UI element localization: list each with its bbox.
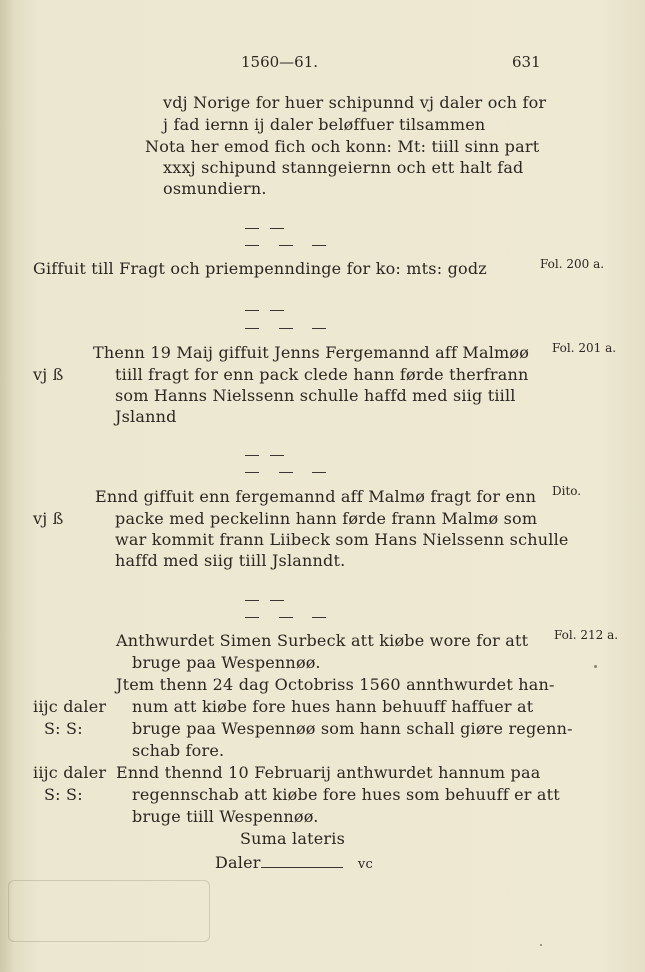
entry4-margin-ss-2: S: S: [44,785,83,804]
header-page-number: 631 [512,53,541,71]
summary-daler-row [215,852,373,876]
entry2-folio: Fol. 201 a. [552,341,617,355]
separator-dash [279,328,293,329]
block1-line-1: vdj Norige for huer schipunnd vj daler och for [163,93,547,112]
entry2-margin: vj ß [33,365,64,384]
separator-dash [245,455,259,456]
separator-dash [312,245,326,246]
summary-daler-blank [261,853,343,868]
separator-dash [270,310,284,311]
entry1-folio: Fol. 200 a. [540,257,605,271]
separator-dash [312,617,326,618]
separator-dash [245,617,259,618]
separator-dash [270,455,284,456]
entry4-line-8: regennschab att kiøbe fore hues som behuuff er att [132,785,560,804]
separator-dash [245,310,259,311]
entry4-margin-amount-1: iijc daler [33,697,107,716]
entry3-line-1: Ennd giffuit enn fergemannd aff Malmø fragt for enn [95,487,537,506]
entry4-folio: Fol. 212 a. [554,628,619,642]
entry4-line-5: bruge paa Wespennøø som hann schall giøre regenn- [132,719,573,738]
header-year-range: 1560—61. [241,53,319,71]
summary-title: Suma lateris [240,829,345,848]
page-edge-shadow [0,0,14,972]
separator-dash [312,472,326,473]
separator-dash [279,472,293,473]
summary-daler-label: Daler [215,853,261,872]
faint-scan-artifact [8,880,210,942]
separator-dash [312,328,326,329]
block1-line-2: j fad iernn ij daler beløffuer tilsammen [163,115,486,134]
entry2-line-4: Jslannd [115,407,177,426]
separator-dash [245,228,259,229]
entry4-margin-ss-1: S: S: [44,719,83,738]
entry3-line-2: packe med peckelinn hann førde frann Malmø som [115,509,538,528]
entry1-text: Giffuit till Fragt och priempenndinge for ko: mts: godz [33,259,487,278]
separator-dash [245,472,259,473]
entry3-folio: Dito. [552,484,582,498]
separator-dash [245,600,259,601]
summary-vc-label: vc [357,857,373,872]
block1-line-3: Nota her emod fich och konn: Mt: tiill sinn part [145,137,540,156]
entry4-margin-amount-2: iijc daler [33,763,107,782]
entry4-line-9: bruge tiill Wespennøø. [132,807,319,826]
entry2-line-3: som Hanns Nielssenn schulle haffd med siig tiill [115,386,516,405]
separator-dash [245,245,259,246]
entry2-line-2: tiill fragt for enn pack clede hann førde therfrann [115,365,529,384]
entry4-line-3: Jtem thenn 24 dag Octobriss 1560 annthwurdet han- [116,675,555,694]
entry4-line-1: Anthwurdet Simen Surbeck att kiøbe wore for att [116,631,529,650]
block1-line-4: xxxj schipund stanngeiernn och ett halt fad [163,158,524,177]
entry4-line-7: Ennd thennd 10 Februarij anthwurdet hannum paa [116,763,541,782]
block1-line-5: osmundiern. [163,179,267,198]
entry3-line-4: haffd med siig tiill Jslanndt. [115,551,346,570]
separator-dash [279,245,293,246]
entry3-line-3: war kommit frann Liibeck som Hans Nielssenn schulle [115,530,569,549]
separator-dash [270,600,284,601]
entry4-line-4: num att kiøbe fore hues hann behuuff haffuer at [132,697,534,716]
entry2-line-1: Thenn 19 Maij giffuit Jenns Fergemannd aff Malmøø [93,343,530,362]
entry3-margin: vj ß [33,509,64,528]
separator-dash [245,328,259,329]
separator-dash [279,617,293,618]
separator-dash [270,228,284,229]
ink-speck [540,944,542,946]
ink-speck [594,665,597,668]
entry4-line-6: schab fore. [132,741,225,760]
entry4-line-2: bruge paa Wespennøø. [132,653,321,672]
